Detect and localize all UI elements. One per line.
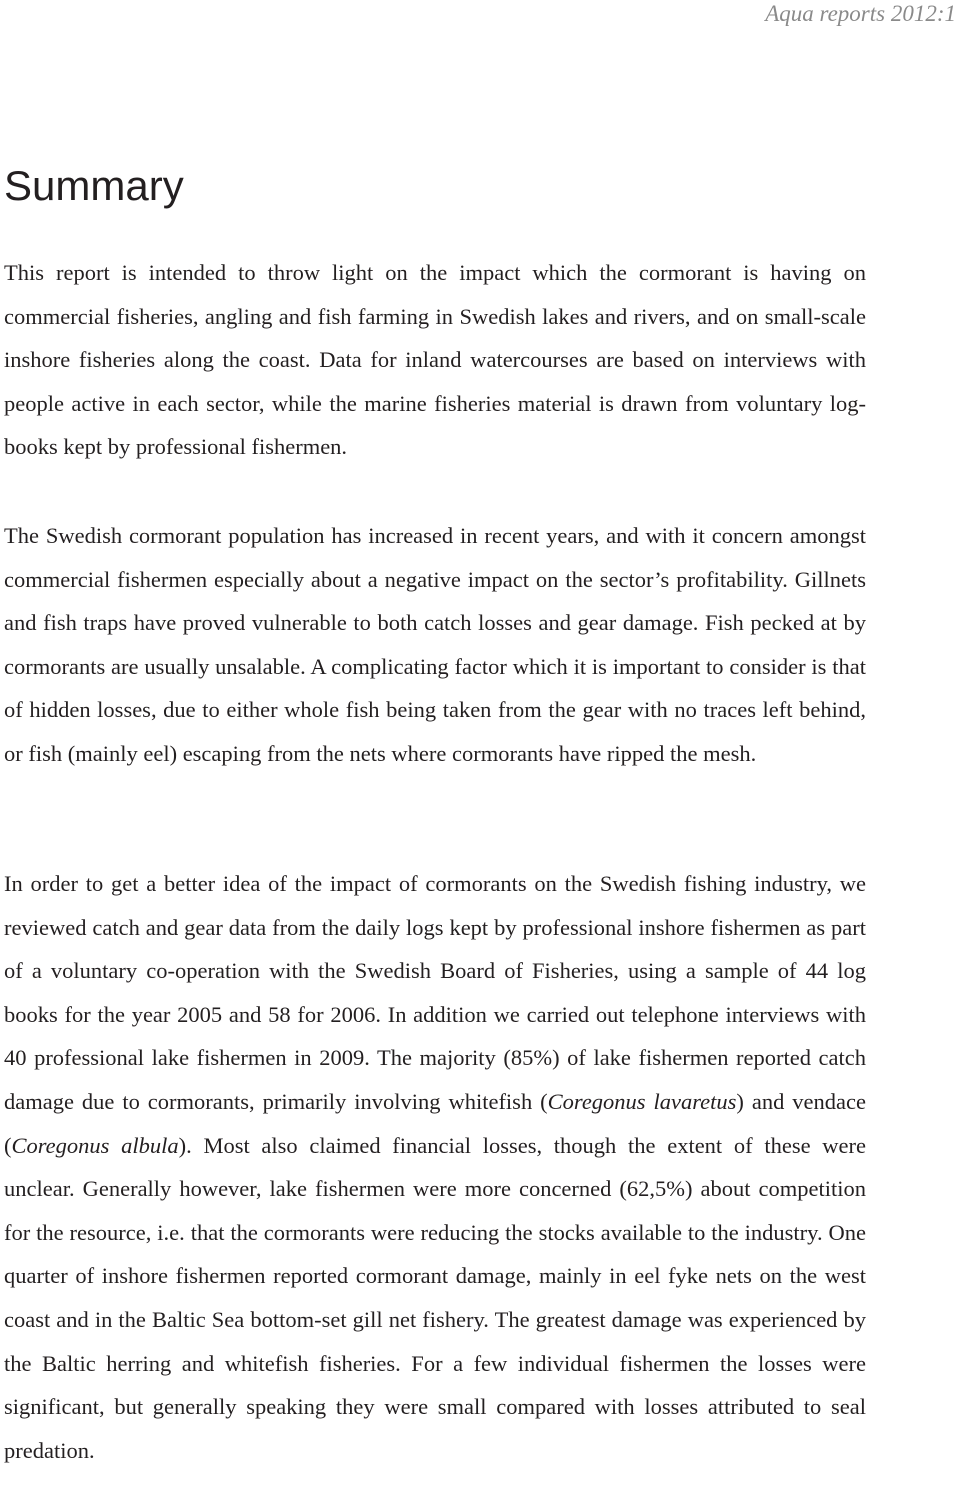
paragraph-3-text-a: In order to get a better idea of the impact of cormorants on the Swedish fishing industry, we reviewed catch and gear data from the daily logs kept by professional inshore fishermen as part of a voluntary co-operation with the Swedish Board of Fisheries, using a sample of 44 log books for the year 2005 and 58 for 2006. In addition we carried out telephone interviews with 40 professional lake fishermen in 2009. The majority (85%) of lake fishermen reported catch damage due to cormorants, primarily involving whitefish (: [4, 871, 866, 1114]
summary-paragraph-2: The Swedish cormorant population has increased in recent years, and with it concern amongst commercial fishermen especially about a negative impact on the sector’s profitability. Gillnets and fish traps have proved vulnerable to both catch losses and gear damage. Fish pecked at by cormorants are usually unsalable. A complicating factor which it is important to consider is that of hidden losses, due to either whole fish being taken from the gear with no traces left behind, or fish (mainly eel) escaping from the nets where cormorants have ripped the mesh.: [4, 523, 866, 766]
summary-paragraph-1: This report is intended to throw light on the impact which the cormorant is having on commercial fisheries, angling and fish farming in Swedish lakes and rivers, and on small-scale inshore fisheries along the coast. Data for inland watercourses are based on interviews with people active in each sector, while the marine fisheries material is drawn from voluntary log-books kept by professional fishermen.: [4, 260, 866, 460]
section-title: Summary: [4, 162, 184, 209]
running-header: Aqua reports 2012:1: [765, 1, 956, 26]
species-name-vendace: Coregonus albula: [11, 1132, 179, 1158]
summary-paragraph-3: [4, 862, 866, 1472]
paragraph-3-text-b: ) and vendace (: [4, 1088, 866, 1158]
paragraph-3-text-c: ). Most also claimed financial losses, though the extent of these were unclear. Generally however, lake fishermen were more concerned (62,5%) about competition for the resource, i.e. that the cormorants were reducing the stocks available to the industry. One quarter of inshore fishermen reported cormorant damage, mainly in eel fyke nets on the west coast and in the Baltic Sea bottom-set gill net fishery. The greatest damage was experienced by the Baltic herring and whitefish fisheries. For a few individual fishermen the losses were significant, but generally speaking they were small compared with losses attributed to seal predation.: [4, 1132, 866, 1463]
species-name-whitefish: Coregonus lavaretus: [547, 1088, 737, 1114]
